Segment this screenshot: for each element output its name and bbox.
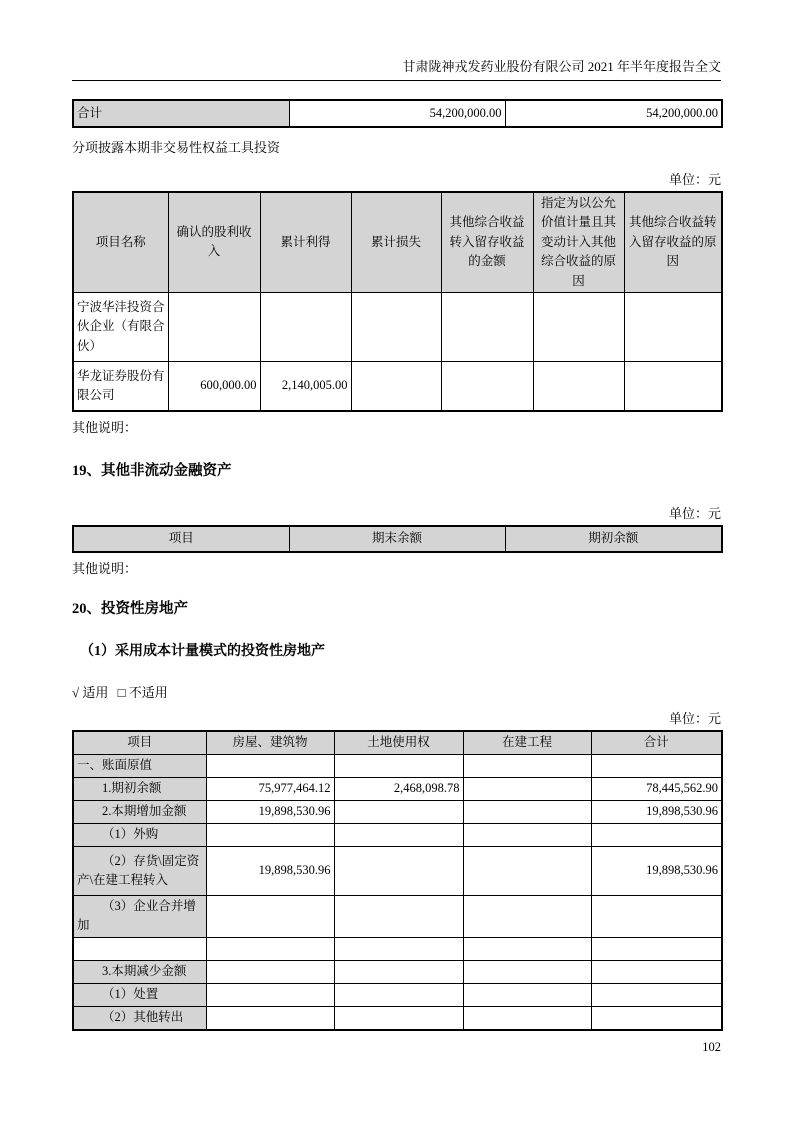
table-row [73, 777, 722, 800]
table-row [73, 292, 722, 361]
unit-label: 单位：元 [668, 172, 721, 187]
total-row-label: 合计 [73, 100, 289, 127]
cell [591, 1006, 722, 1030]
cell: 2,468,098.78 [334, 777, 463, 800]
header-cell: 项目名称 [73, 192, 168, 292]
cell [463, 1006, 591, 1030]
header-cell: 项目 [73, 731, 206, 755]
header-cell: 房屋、建筑物 [206, 731, 334, 755]
cell: 19,898,530.96 [206, 800, 334, 823]
cell [260, 292, 351, 361]
row-label-cell: （1）外购 [73, 823, 206, 846]
other-notes-label: 其他说明： [72, 560, 138, 576]
table-row-blank [73, 937, 722, 960]
header-cell: 其他综合收益转入留存收益的原因 [624, 192, 722, 292]
header-cell: 确认的股利收入 [168, 192, 260, 292]
cell [463, 960, 591, 983]
cell [463, 800, 591, 823]
cell: 19,898,530.96 [206, 846, 334, 895]
table-header-row [73, 192, 722, 292]
cell [441, 292, 533, 361]
cell [441, 361, 533, 411]
cell: 2,140,005.00 [260, 361, 351, 411]
project-name-cell: 华龙证券股份有限公司 [73, 361, 168, 411]
cell [334, 1006, 463, 1030]
checkbox-unchecked-not-applicable: □ 不适用 [117, 684, 168, 700]
summary-total-table [72, 99, 723, 128]
cell: 75,977,464.12 [206, 777, 334, 800]
cell [334, 960, 463, 983]
cell [351, 292, 441, 361]
other-notes-label: 其他说明： [72, 419, 138, 435]
table-row [73, 960, 722, 983]
cell: 19,898,530.96 [591, 846, 722, 895]
header-cell: 其他综合收益转入留存收益的金额 [441, 192, 533, 292]
cell [463, 983, 591, 1006]
cell: 19,898,530.96 [591, 800, 722, 823]
header-cell: 项目 [73, 526, 289, 552]
cell [591, 960, 722, 983]
table-row [73, 754, 722, 777]
cell [591, 937, 722, 960]
cell [591, 823, 722, 846]
cell [533, 361, 624, 411]
cell [334, 846, 463, 895]
table-row [73, 100, 722, 127]
header-cell: 在建工程 [463, 731, 591, 755]
section-20-subheading: （1）采用成本计量模式的投资性房地产 [80, 643, 325, 659]
header-cell: 土地使用权 [334, 731, 463, 755]
row-label-cell: （3）企业合并增加 [73, 895, 206, 937]
table-row [73, 846, 722, 895]
header-cell: 合计 [591, 731, 722, 755]
row-label-cell: 2.本期增加金额 [73, 800, 206, 823]
cell [168, 292, 260, 361]
report-header-title: 甘肃陇神戎发药业股份有限公司 2021 年半年度报告全文 [72, 0, 721, 81]
cell [591, 754, 722, 777]
unit-label: 单位：元 [668, 710, 721, 726]
table-row [73, 895, 722, 937]
header-cell: 累计利得 [260, 192, 351, 292]
cell [463, 754, 591, 777]
cell [591, 983, 722, 1006]
cell [334, 800, 463, 823]
table-row [73, 361, 722, 411]
cell [351, 361, 441, 411]
project-name-cell: 宁波华沣投资合伙企业（有限合伙） [73, 292, 168, 361]
investment-property-table [72, 730, 723, 1031]
cell [206, 823, 334, 846]
cell [334, 983, 463, 1006]
total-current-value: 54,200,000.00 [289, 100, 505, 127]
cell [334, 823, 463, 846]
cell: 78,445,562.90 [591, 777, 722, 800]
disclosure-paragraph: 分项披露本期非交易性权益工具投资 [72, 140, 281, 155]
unit-label: 单位：元 [668, 505, 721, 521]
noncurrent-financial-assets-table [72, 525, 723, 553]
row-label-cell: （2）其他转出 [73, 1006, 206, 1030]
table-row [73, 983, 722, 1006]
cell [624, 361, 722, 411]
cell [533, 292, 624, 361]
row-label-cell: 3.本期减少金额 [73, 960, 206, 983]
cell [463, 846, 591, 895]
cell [206, 960, 334, 983]
row-label-cell: 一、账面原值 [73, 754, 206, 777]
row-label-cell: 1.期初余额 [73, 777, 206, 800]
table-row [73, 1006, 722, 1030]
cell [206, 754, 334, 777]
cell [463, 777, 591, 800]
cell [463, 895, 591, 937]
cell: 600,000.00 [168, 361, 260, 411]
page-number: 102 [702, 1040, 721, 1054]
cell [463, 823, 591, 846]
row-label-cell: （2）存货\固定资产\在建工程转入 [73, 846, 206, 895]
cell [334, 937, 463, 960]
section-20-heading: 20、投资性房地产 [72, 600, 188, 617]
table-header-row [73, 526, 722, 552]
checkbox-checked-applicable: √ 适用 [72, 684, 109, 700]
cell [463, 937, 591, 960]
header-cell: 期初余额 [505, 526, 722, 552]
cell [591, 895, 722, 937]
total-prior-value: 54,200,000.00 [505, 100, 722, 127]
header-cell: 期末余额 [289, 526, 505, 552]
cell [334, 895, 463, 937]
row-label-cell: （1）处置 [73, 983, 206, 1006]
table-row [73, 800, 722, 823]
row-label-cell [73, 937, 206, 960]
cell [206, 937, 334, 960]
section-19-heading: 19、其他非流动金融资产 [72, 462, 232, 479]
header-cell: 指定为以公允价值计量且其变动计入其他综合收益的原因 [533, 192, 624, 292]
cell [206, 983, 334, 1006]
cell [206, 1006, 334, 1030]
table-row [73, 823, 722, 846]
cell [334, 754, 463, 777]
applicability-line [72, 682, 721, 701]
header-cell: 累计损失 [351, 192, 441, 292]
table-header-row [73, 731, 722, 755]
cell [624, 292, 722, 361]
cell [206, 895, 334, 937]
equity-instruments-table [72, 191, 723, 412]
